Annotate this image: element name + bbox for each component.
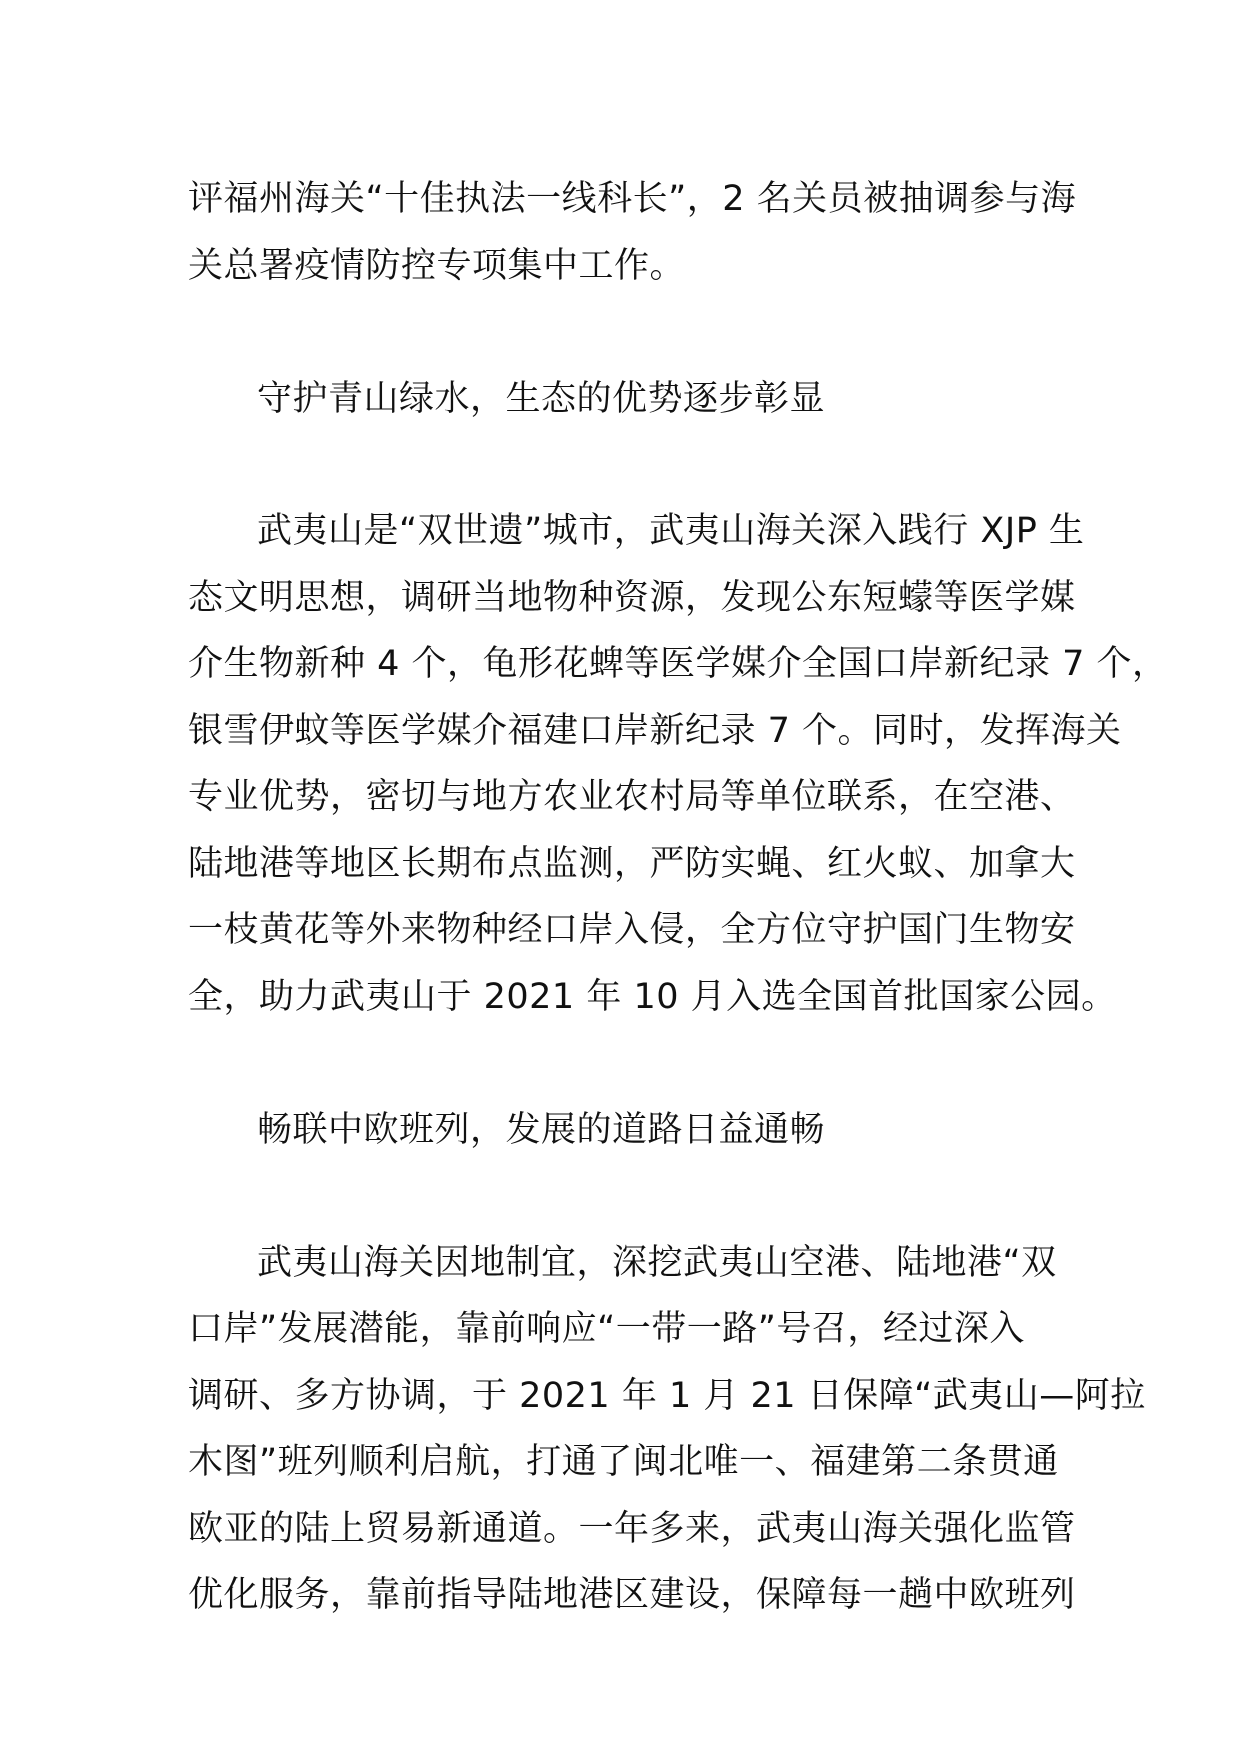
text-line: 木图”班列顺利启航，打通了闽北唯一、福建第二条贯通 [188, 1442, 1059, 1482]
text-line: 全，助力武夷山于 2021 年 10 月入选全国首批国家公园。 [188, 977, 1117, 1017]
text-line: 口岸”发展潜能，靠前响应“一带一路”号召，经过深入 [188, 1309, 1025, 1349]
text-line: 关总署疫情防控专项集中工作。 [188, 246, 686, 286]
text-line: 武夷山海关因地制宜，深挖武夷山空港、陆地港“双 [257, 1243, 1057, 1283]
section-heading: 守护青山绿水，生态的优势逐步彰显 [257, 379, 826, 419]
text-line: 专业优势，密切与地方农业农村局等单位联系，在空港、 [188, 777, 1076, 817]
text-line: 优化服务，靠前指导陆地港区建设，保障每一趟中欧班列 [188, 1575, 1076, 1615]
text-line: 介生物新种 4 个，龟形花蜱等医学媒介全国口岸新纪录 7 个， [188, 644, 1168, 684]
text-line: 欧亚的陆上贸易新通道。一年多来，武夷山海关强化监管 [188, 1509, 1076, 1549]
text-line: 一枝黄花等外来物种经口岸入侵，全方位守护国门生物安 [188, 910, 1076, 950]
section-heading: 畅联中欧班列，发展的道路日益通畅 [257, 1110, 826, 1150]
text-line: 陆地港等地区长期布点监测，严防实蝇、红火蚁、加拿大 [188, 844, 1076, 884]
text-line: 评福州海关“十佳执法一线科长”，2 名关员被抽调参与海 [188, 179, 1077, 219]
text-line: 调研、多方协调，于 2021 年 1 月 21 日保障“武夷山—阿拉 [188, 1376, 1146, 1416]
text-line: 银雪伊蚊等医学媒介福建口岸新纪录 7 个。同时，发挥海关 [188, 711, 1122, 751]
text-line: 武夷山是“双世遗”城市，武夷山海关深入践行 XJP 生 [257, 511, 1085, 551]
text-line: 态文明思想，调研当地物种资源，发现公东短蠓等医学媒 [188, 578, 1076, 618]
